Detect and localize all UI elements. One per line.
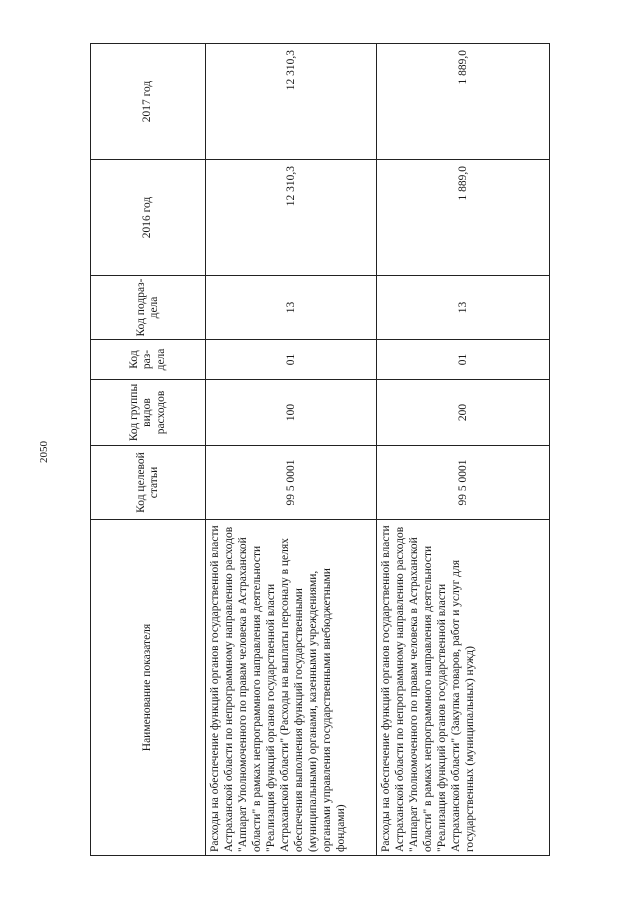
header-group-code: Код группы видов расходов [91, 380, 206, 446]
row-value-2016: 1 889,0 [377, 160, 550, 276]
row-subsection-code: 13 [377, 276, 550, 340]
row-group-code: 100 [206, 380, 377, 446]
budget-table-container [90, 44, 538, 856]
row-name: Расходы на обеспечение функций органов государственной власти Астраханской области по непрограммному направлению расходов "Аппарат Уполномоченного по правам человека в Астраханской области" в рамках непрограммного направления деятельности "Реализация функций органов государственной власти Астраханской области" (Закупка товаров, работ и услуг для государственных (муниципальных) нужд) [377, 520, 550, 856]
header-subsection-code: Код подраз- дела [91, 276, 206, 340]
row-value-2016: 12 310,3 [206, 160, 377, 276]
header-name: Наименование показателя [91, 520, 206, 856]
row-name: Расходы на обеспечение функций органов государственной власти Астраханской области по непрограммному направлению расходов "Аппарат Уполномоченного по правам человека в Астраханской области" в рамках непрограммного направления деятельности "Реализация функций органов государственной власти Астраханской области" (Расходы на выплаты персоналу в целях обеспечения выполнения функций государственными (муниципальными) органами, казенными учреждениями, органами управления государственными внебюджетными фондами) [206, 520, 377, 856]
page-number: 2050 [38, 441, 50, 463]
header-year-2016: 2016 год [91, 160, 206, 276]
header-section-code: Код раз- дела [91, 340, 206, 380]
table-row [206, 44, 377, 856]
row-target-code: 99 5 0001 [206, 446, 377, 520]
row-subsection-code: 13 [206, 276, 377, 340]
row-section-code: 01 [206, 340, 377, 380]
header-row [91, 44, 206, 856]
row-group-code: 200 [377, 380, 550, 446]
row-value-2017: 12 310,3 [206, 44, 377, 160]
row-target-code: 99 5 0001 [377, 446, 550, 520]
budget-table [90, 43, 550, 856]
row-section-code: 01 [377, 340, 550, 380]
header-year-2017: 2017 год [91, 44, 206, 160]
header-target-code: Код целевой статьи [91, 446, 206, 520]
table-row [377, 44, 550, 856]
row-value-2017: 1 889,0 [377, 44, 550, 160]
